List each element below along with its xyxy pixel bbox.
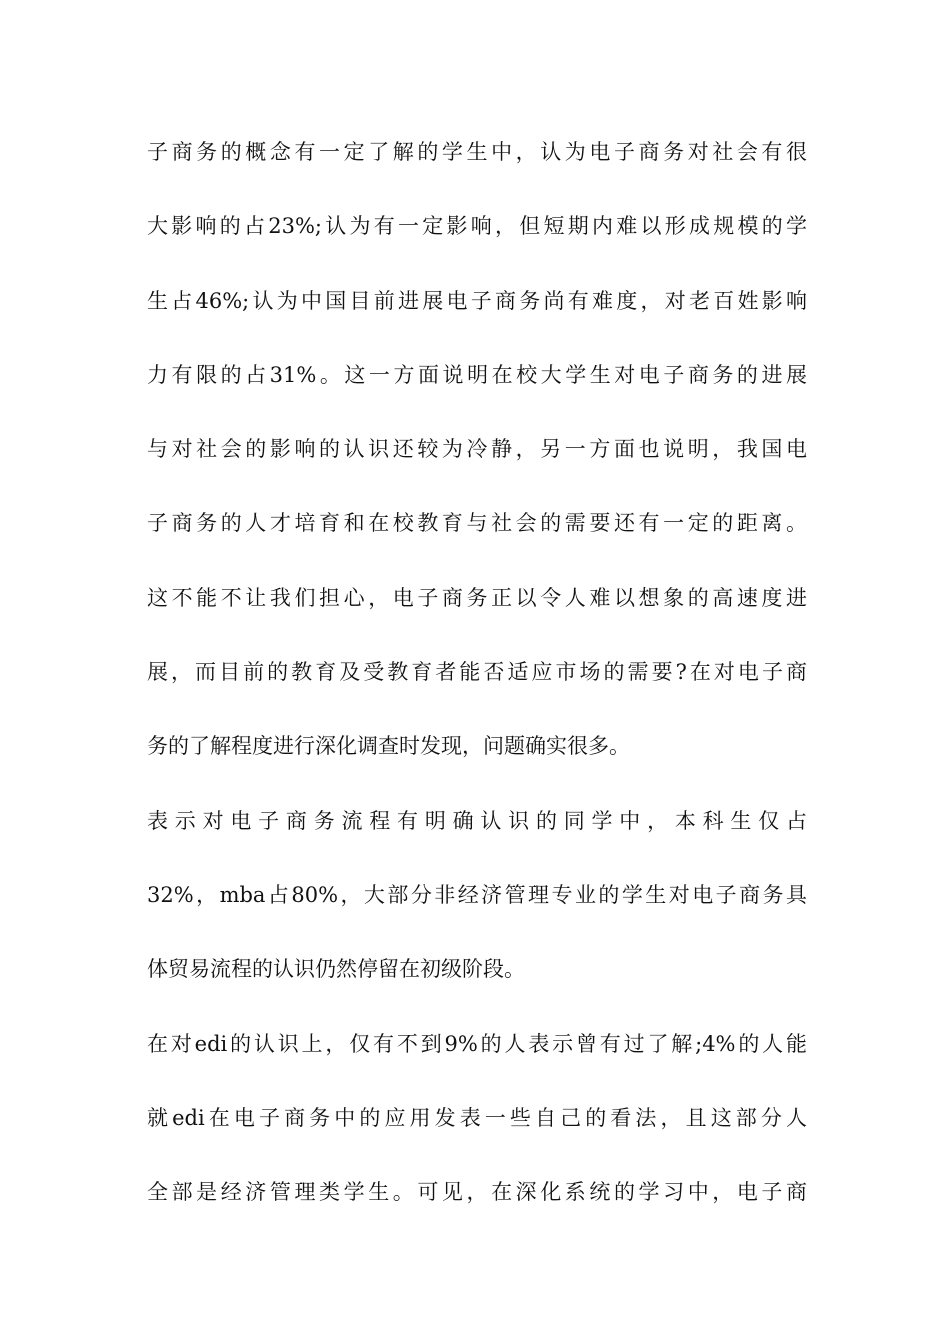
text-line: 生占46%;认为中国目前进展电子商务尚有难度，对老百姓影响 bbox=[147, 288, 807, 313]
body-text bbox=[147, 127, 807, 1241]
text-line: 体贸易流程的认识仍然停留在初级阶段。 bbox=[147, 957, 525, 982]
text-line: 就edi在电子商务中的应用发表一些自己的看法，且这部分人 bbox=[147, 1105, 807, 1130]
text-line: 与对社会的影响的认识还较为冷静，另一方面也说明，我国电 bbox=[147, 437, 807, 462]
text-line: 在对edi的认识上，仅有不到9%的人表示曾有过了解;4%的人能 bbox=[147, 1031, 807, 1056]
text-line: 展，而目前的教育及受教育者能否适应市场的需要?在对电子商 bbox=[147, 660, 807, 685]
text-line: 大影响的占23%;认为有一定影响，但短期内难以形成规模的学 bbox=[147, 214, 807, 239]
text-line: 力有限的占31%。这一方面说明在校大学生对电子商务的进展 bbox=[147, 362, 807, 387]
text-line: 32%，mba占80%，大部分非经济管理专业的学生对电子商务具 bbox=[147, 882, 807, 907]
text-line: 这不能不让我们担心，电子商务正以令人难以想象的高速度进 bbox=[147, 585, 807, 610]
text-line: 子商务的人才培育和在校教育与社会的需要还有一定的距离。 bbox=[147, 511, 807, 536]
text-line: 务的了解程度进行深化调查时发现，问题确实很多。 bbox=[147, 734, 630, 759]
text-line: 子商务的概念有一定了解的学生中，认为电子商务对社会有很 bbox=[147, 140, 807, 164]
text-line: 表示对电子商务流程有明确认识的同学中，本科生仅占 bbox=[147, 808, 807, 833]
text-line: 全部是经济管理类学生。可见，在深化系统的学习中，电子商 bbox=[147, 1180, 807, 1205]
